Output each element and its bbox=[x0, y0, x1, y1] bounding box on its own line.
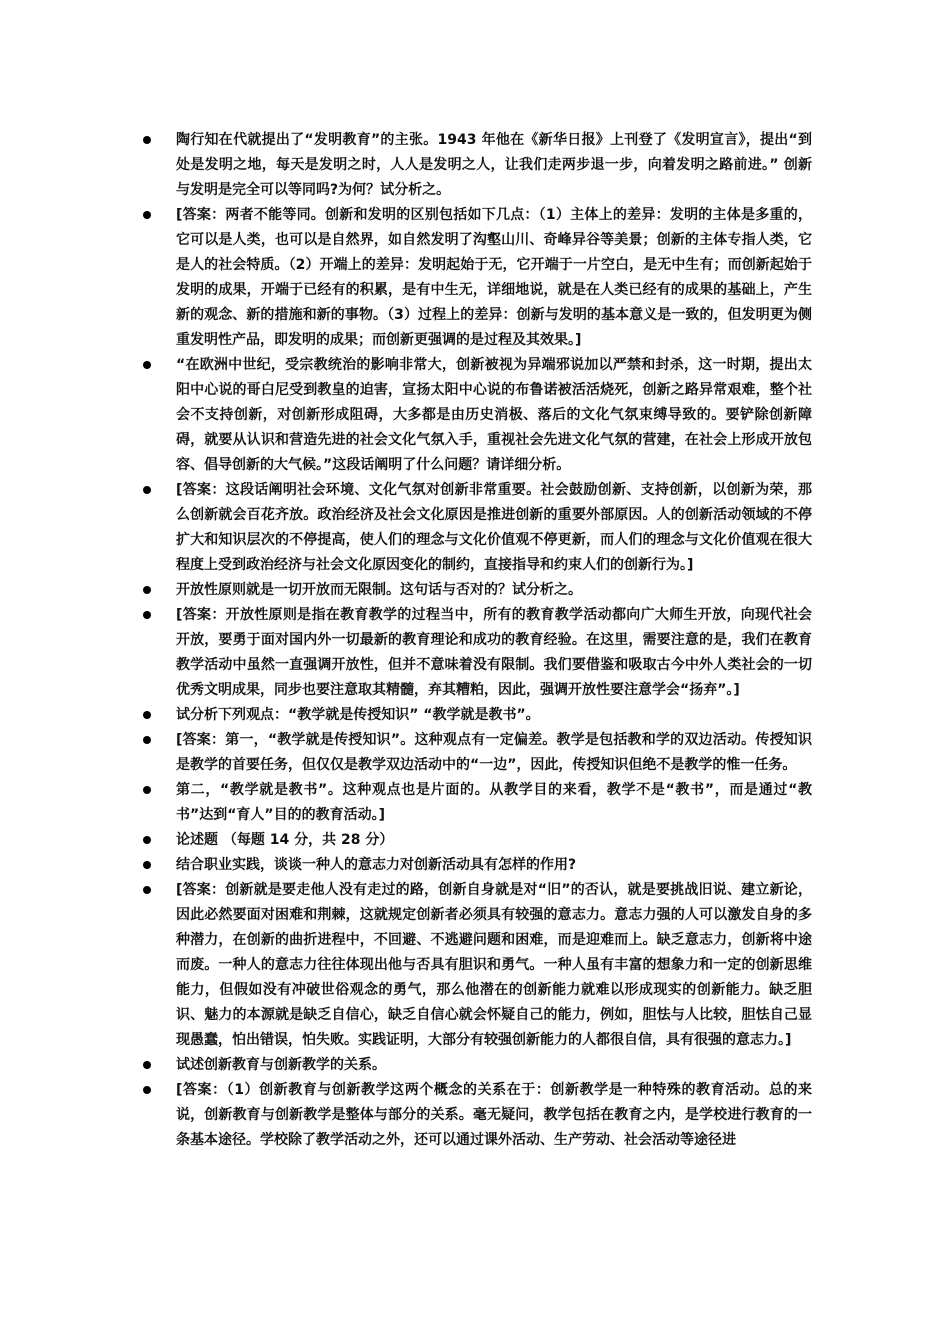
item-text: 试述创新教育与创新教学的关系。 bbox=[176, 1057, 386, 1073]
item-text: 结合职业实践，谈谈一种人的意志力对创新活动具有怎样的作用? bbox=[176, 857, 577, 873]
list-item bbox=[140, 878, 812, 1053]
list-item bbox=[140, 703, 812, 728]
item-text: [答案：这段话阐明社会环境、文化气氛对创新非常重要。社会鼓励创新、支持创新，以创新为荣，那么创新就会百花齐放。政治经济及社会文化原因是推进创新的重要外部原因。人的创新活动领域的不停扩大和知识层次的不停提高，使人们的理念与文化价值观不停更新，而人们的理念与文化价值观在很大程度上受到政治经济与社会文化原因变化的制约，直接指导和约束人们的创新行为。] bbox=[176, 482, 812, 573]
bullet-list bbox=[140, 128, 812, 1153]
list-item bbox=[140, 853, 812, 878]
list-item bbox=[140, 478, 812, 578]
bullet-icon bbox=[143, 486, 151, 494]
item-text: [答案：（1）创新教育与创新教学这两个概念的关系在于：创新教学是一种特殊的教育活动。总的来说，创新教育与创新教学是整体与部分的关系。毫无疑问，教学包括在教育之内，是学校进行教育的一条基本途径。学校除了教学活动之外，还可以通过课外活动、生产劳动、社会活动等途径进 bbox=[176, 1082, 812, 1148]
list-item bbox=[140, 353, 812, 478]
list-item bbox=[140, 728, 812, 778]
list-item bbox=[140, 603, 812, 703]
bullet-icon bbox=[143, 736, 151, 744]
item-text: “在欧洲中世纪，受宗教统治的影响非常大，创新被视为异端邪说加以严禁和封杀，这一时期，提出太阳中心说的哥白尼受到教皇的迫害，宣扬太阳中心说的布鲁诺被活活烧死，创新之路异常艰难，整个社会不支持创新，对创新形成阻碍，大多都是由历史消极、落后的文化气氛束缚导致的。要铲除创新障碍，就要从认识和营造先进的社会文化气氛入手，重视社会先进文化气氛的营建，在社会上形成开放包容、倡导创新的大气候。”这段话阐明了什么问题？请详细分析。 bbox=[176, 357, 812, 473]
item-text: 试分析下列观点：“教学就是传授知识” “教学就是教书”。 bbox=[176, 707, 540, 723]
bullet-icon bbox=[143, 861, 151, 869]
bullet-icon bbox=[143, 211, 151, 219]
list-item bbox=[140, 128, 812, 203]
item-text: [答案：开放性原则是指在教育教学的过程当中，所有的教育教学活动都向广大师生开放，向现代社会开放，要勇于面对国内外一切最新的教育理论和成功的教育经验。在这里，需要注意的是，我们在教育教学活动中虽然一直强调开放性，但并不意味着没有限制。我们要借鉴和吸取古今中外人类社会的一切优秀文明成果，同步也要注意取其精髓，弃其糟粕，因此，强调开放性要注意学会“扬弃”。] bbox=[176, 607, 812, 698]
list-item bbox=[140, 1053, 812, 1078]
item-text: 第二，“教学就是教书”。这种观点也是片面的。从教学目的来看，教学不是“教书”，而是通过“教书”达到“育人”目的的教育活动。] bbox=[176, 782, 812, 823]
item-text: [答案：第一，“教学就是传授知识”。这种观点有一定偏差。教学是包括教和学的双边活动。传授知识是教学的首要任务，但仅仅是教学双边活动中的“一边”，因此，传授知识但绝不是教学的惟一任务。 bbox=[176, 732, 812, 773]
list-item bbox=[140, 203, 812, 353]
item-text: 陶行知在代就提出了“发明教育”的主张。1943 年他在《新华日报》上刊登了《发明宣言》，提出“到处是发明之地，每天是发明之时，人人是发明之人，让我们走两步退一步，向着发明之路前进。” 创新与发明是完全可以等同吗?为何？试分析之。 bbox=[176, 132, 812, 198]
section-heading: 论述题 （每题 14 分，共 28 分） bbox=[176, 832, 394, 848]
bullet-icon bbox=[143, 1086, 151, 1094]
bullet-icon bbox=[143, 711, 151, 719]
item-text: [答案：两者不能等同。创新和发明的区别包括如下几点：（1）主体上的差异：发明的主体是多重的，它可以是人类，也可以是自然界，如自然发明了沟壑山川、奇峰异谷等美景；创新的主体专指人类，它是人的社会特质。（2）开端上的差异：发明起始于无，它开端于一片空白，是无中生有；而创新起始于发明的成果，开端于已经有的积累，是有中生无，详细地说，就是在人类已经有的成果的基础上，产生新的观念、新的措施和新的事物。（3）过程上的差异：创新与发明的基本意义是一致的，但发明更为侧重发明性产品，即发明的成果；而创新更强调的是过程及其效果。] bbox=[176, 207, 812, 348]
bullet-icon bbox=[143, 136, 151, 144]
list-item bbox=[140, 778, 812, 828]
item-text: 开放性原则就是一切开放而无限制。这句话与否对的？试分析之。 bbox=[176, 582, 582, 598]
bullet-icon bbox=[143, 361, 151, 369]
list-item bbox=[140, 828, 812, 853]
bullet-icon bbox=[143, 1061, 151, 1069]
list-item bbox=[140, 1078, 812, 1153]
bullet-icon bbox=[143, 836, 151, 844]
bullet-icon bbox=[143, 886, 151, 894]
bullet-icon bbox=[143, 611, 151, 619]
bullet-icon bbox=[143, 786, 151, 794]
list-item bbox=[140, 578, 812, 603]
bullet-icon bbox=[143, 586, 151, 594]
item-text: [答案：创新就是要走他人没有走过的路，创新自身就是对“旧”的否认，就是要挑战旧说、建立新论，因此必然要面对困难和荆棘，这就规定创新者必须具有较强的意志力。意志力强的人可以激发自身的多种潜力，在创新的曲折进程中，不回避、不逃避问题和困难，而是迎难而上。缺乏意志力，创新将中途而废。一种人的意志力往往体现出他与否具有胆识和勇气。一种人虽有丰富的想象力和一定的创新思维能力，但假如没有冲破世俗观念的勇气，那么他潜在的创新能力就难以形成现实的创新能力。缺乏胆识、魅力的本源就是缺乏自信心，缺乏自信心就会怀疑自己的能力，例如，胆怯与人比较，胆怯自己显现愚蠢，怕出错误，怕失败。实践证明，大部分有较强创新能力的人都很自信，具有很强的意志力。] bbox=[176, 882, 812, 1048]
